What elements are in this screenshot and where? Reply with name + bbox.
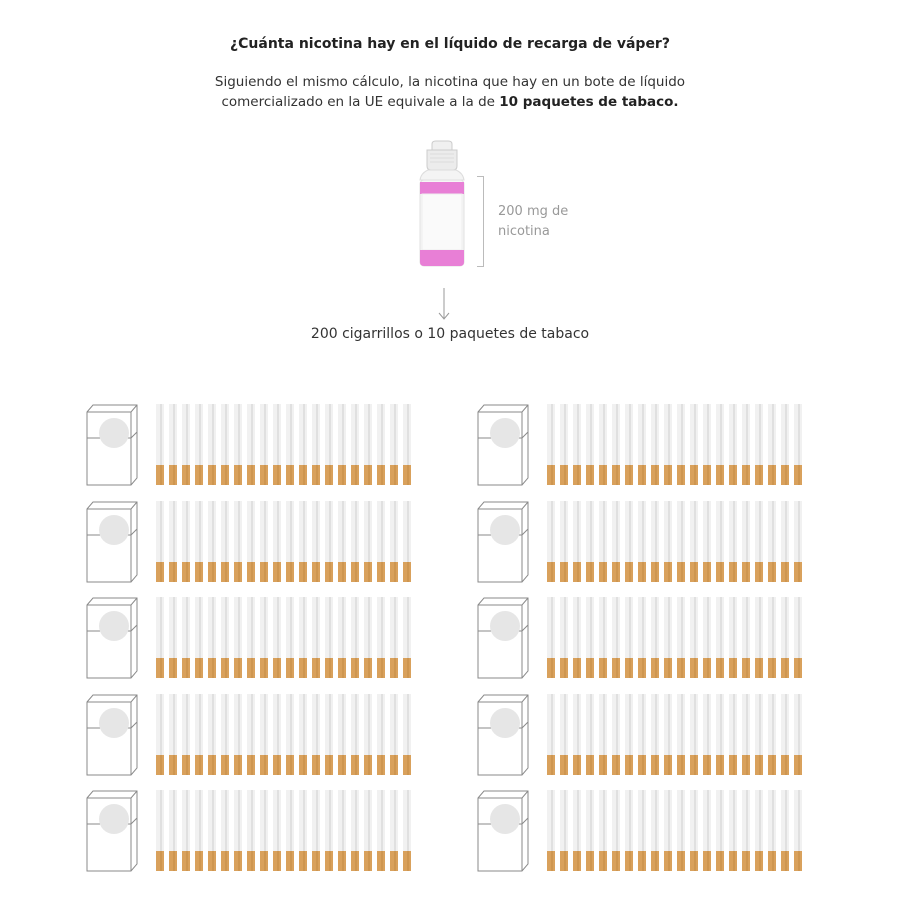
down-arrow-icon <box>436 287 452 321</box>
cigarettes-group <box>156 501 418 583</box>
cigarette-icon <box>273 501 281 582</box>
cigarette-pack-icon <box>477 501 531 583</box>
cigarette-icon <box>729 404 737 485</box>
cigarette-icon <box>286 404 294 485</box>
cigarette-icon <box>338 404 346 485</box>
cigarette-icon <box>586 694 594 775</box>
cigarette-icon <box>742 694 750 775</box>
cigarette-icon <box>390 404 398 485</box>
cigarette-icon <box>716 790 724 871</box>
cigarette-icon <box>625 404 633 485</box>
cigarette-icon <box>768 597 776 678</box>
cigarette-icon <box>664 790 672 871</box>
cigarette-icon <box>651 694 659 775</box>
cigarette-icon <box>755 404 763 485</box>
cigarette-icon <box>312 694 320 775</box>
cigarette-icon <box>651 404 659 485</box>
cigarette-icon <box>547 694 555 775</box>
cigarette-icon <box>312 404 320 485</box>
cigarette-icon <box>716 597 724 678</box>
cigarette-icon <box>664 694 672 775</box>
cigarette-icon <box>299 694 307 775</box>
cigarette-icon <box>612 790 620 871</box>
cigarette-icon <box>768 501 776 582</box>
cigarette-icon <box>260 597 268 678</box>
cigarette-icon <box>703 501 711 582</box>
cigarette-icon <box>573 404 581 485</box>
cigarette-icon <box>560 694 568 775</box>
cigarette-icon <box>703 790 711 871</box>
cigarette-icon <box>390 790 398 871</box>
cigarette-icon <box>221 501 229 582</box>
cigarette-icon <box>234 501 242 582</box>
cigarette-icon <box>768 694 776 775</box>
cigarette-icon <box>195 694 203 775</box>
cigarette-icon <box>351 694 359 775</box>
cigarette-icon <box>377 404 385 485</box>
cigarette-icon <box>547 501 555 582</box>
cigarette-icon <box>755 790 763 871</box>
cigarette-icon <box>221 694 229 775</box>
cigarette-icon <box>247 694 255 775</box>
cigarettes-group <box>547 694 809 776</box>
cigarette-icon <box>312 597 320 678</box>
cigarette-icon <box>794 501 802 582</box>
cigarette-icon <box>195 790 203 871</box>
cigarette-icon <box>260 694 268 775</box>
cigarette-icon <box>573 694 581 775</box>
cigarette-icon <box>273 790 281 871</box>
cigarette-pack-icon <box>86 694 140 776</box>
subtitle-highlight: 10 paquetes de tabaco. <box>499 94 679 110</box>
cigarette-icon <box>169 694 177 775</box>
cigarette-icon <box>573 501 581 582</box>
cigarette-icon <box>794 694 802 775</box>
cigarettes-group <box>547 597 809 679</box>
cigarette-icon <box>182 790 190 871</box>
cigarette-pack-icon <box>86 597 140 679</box>
cigarette-icon <box>560 501 568 582</box>
cigarette-icon <box>156 501 164 582</box>
cigarette-icon <box>547 790 555 871</box>
cigarette-icon <box>716 404 724 485</box>
cigarette-icon <box>325 790 333 871</box>
result-text: 200 cigarrillos o 10 paquetes de tabaco <box>310 326 590 342</box>
cigarette-icon <box>169 501 177 582</box>
cigarette-icon <box>586 597 594 678</box>
cigarette-icon <box>794 790 802 871</box>
cigarette-icon <box>612 597 620 678</box>
cigarette-icon <box>234 597 242 678</box>
cigarette-icon <box>403 501 411 582</box>
cigarette-icon <box>247 790 255 871</box>
cigarette-icon <box>351 501 359 582</box>
cigarette-icon <box>729 501 737 582</box>
cigarette-icon <box>377 790 385 871</box>
cigarette-icon <box>286 694 294 775</box>
cigarette-icon <box>364 790 372 871</box>
cigarette-icon <box>338 790 346 871</box>
cigarette-icon <box>677 694 685 775</box>
cigarette-icon <box>364 501 372 582</box>
cigarette-icon <box>260 501 268 582</box>
cigarette-icon <box>768 790 776 871</box>
cigarette-icon <box>286 597 294 678</box>
cigarette-icon <box>651 501 659 582</box>
cigarette-icon <box>599 404 607 485</box>
cigarette-icon <box>560 404 568 485</box>
cigarette-icon <box>169 790 177 871</box>
cigarette-icon <box>325 404 333 485</box>
cigarette-icon <box>625 694 633 775</box>
cigarette-icon <box>234 790 242 871</box>
cigarette-icon <box>208 694 216 775</box>
cigarette-icon <box>677 790 685 871</box>
cigarette-icon <box>573 597 581 678</box>
cigarette-pack-icon <box>86 501 140 583</box>
cigarette-icon <box>638 597 646 678</box>
cigarette-icon <box>742 404 750 485</box>
cigarette-icon <box>195 597 203 678</box>
cigarette-icon <box>599 694 607 775</box>
cigarettes-group <box>547 404 809 486</box>
cigarette-icon <box>403 597 411 678</box>
page-title: ¿Cuánta nicotina hay en el líquido de recarga de váper? <box>230 36 670 52</box>
cigarette-icon <box>625 790 633 871</box>
cigarette-icon <box>195 501 203 582</box>
cigarette-icon <box>586 404 594 485</box>
cigarette-icon <box>729 597 737 678</box>
cigarette-pack-icon <box>477 404 531 486</box>
cigarette-icon <box>677 501 685 582</box>
cigarette-icon <box>299 501 307 582</box>
cigarette-icon <box>586 790 594 871</box>
cigarette-icon <box>755 597 763 678</box>
cigarette-icon <box>338 597 346 678</box>
cigarette-icon <box>377 501 385 582</box>
cigarette-icon <box>182 694 190 775</box>
cigarette-icon <box>312 790 320 871</box>
subtitle-text: Siguiendo el mismo cálculo, la nicotina que hay en un bote de líquido comercializado en la UE equivale a la de <box>214 74 686 110</box>
cigarette-icon <box>664 501 672 582</box>
cigarette-icon <box>234 404 242 485</box>
cigarette-icon <box>638 404 646 485</box>
cigarette-icon <box>560 597 568 678</box>
cigarette-icon <box>169 597 177 678</box>
cigarette-icon <box>182 597 190 678</box>
cigarette-icon <box>781 694 789 775</box>
cigarette-icon <box>390 694 398 775</box>
cigarette-icon <box>638 790 646 871</box>
cigarette-pack-icon <box>86 404 140 486</box>
cigarette-icon <box>690 404 698 485</box>
cigarette-icon <box>690 501 698 582</box>
cigarette-icon <box>325 597 333 678</box>
cigarette-icon <box>156 404 164 485</box>
cigarette-icon <box>703 597 711 678</box>
cigarettes-group <box>156 404 418 486</box>
cigarette-icon <box>208 790 216 871</box>
cigarette-icon <box>651 790 659 871</box>
cigarette-icon <box>377 694 385 775</box>
cigarettes-group <box>156 694 418 776</box>
cigarette-icon <box>273 597 281 678</box>
cigarette-icon <box>677 404 685 485</box>
cigarette-icon <box>260 790 268 871</box>
cigarette-icon <box>299 597 307 678</box>
cigarette-icon <box>221 790 229 871</box>
cigarette-icon <box>156 597 164 678</box>
cigarette-icon <box>794 404 802 485</box>
cigarette-icon <box>364 694 372 775</box>
cigarette-icon <box>351 597 359 678</box>
cigarette-icon <box>299 404 307 485</box>
cigarette-icon <box>612 501 620 582</box>
cigarettes-group <box>156 790 418 872</box>
cigarette-icon <box>664 404 672 485</box>
cigarette-icon <box>729 790 737 871</box>
cigarette-icon <box>612 404 620 485</box>
cigarette-icon <box>221 597 229 678</box>
cigarette-icon <box>221 404 229 485</box>
cigarette-icon <box>338 501 346 582</box>
cigarette-icon <box>312 501 320 582</box>
cigarette-icon <box>547 597 555 678</box>
bracket <box>477 176 484 267</box>
cigarette-icon <box>390 597 398 678</box>
cigarette-icon <box>560 790 568 871</box>
cigarette-icon <box>351 790 359 871</box>
cigarette-icon <box>781 404 789 485</box>
cigarette-icon <box>403 694 411 775</box>
cigarette-icon <box>703 694 711 775</box>
cigarette-icon <box>273 694 281 775</box>
cigarette-icon <box>195 404 203 485</box>
cigarette-icon <box>364 404 372 485</box>
cigarette-icon <box>664 597 672 678</box>
cigarette-icon <box>208 597 216 678</box>
cigarette-icon <box>156 790 164 871</box>
cigarette-icon <box>338 694 346 775</box>
cigarette-icon <box>625 501 633 582</box>
cigarette-icon <box>599 790 607 871</box>
cigarette-icon <box>716 694 724 775</box>
cigarette-icon <box>390 501 398 582</box>
cigarette-icon <box>247 501 255 582</box>
cigarette-pack-icon <box>477 790 531 872</box>
cigarette-icon <box>247 404 255 485</box>
cigarette-pack-icon <box>477 597 531 679</box>
cigarette-icon <box>742 597 750 678</box>
cigarette-icon <box>599 597 607 678</box>
cigarette-icon <box>573 790 581 871</box>
cigarette-icon <box>234 694 242 775</box>
cigarette-icon <box>182 501 190 582</box>
cigarettes-group <box>547 790 809 872</box>
cigarettes-group <box>547 501 809 583</box>
cigarette-icon <box>703 404 711 485</box>
cigarettes-group <box>156 597 418 679</box>
cigarette-icon <box>690 694 698 775</box>
cigarette-icon <box>403 404 411 485</box>
cigarette-icon <box>781 501 789 582</box>
subtitle <box>200 72 700 112</box>
cigarette-icon <box>638 501 646 582</box>
cigarette-icon <box>325 501 333 582</box>
cigarette-icon <box>156 694 164 775</box>
cigarette-pack-icon <box>477 694 531 776</box>
nicotine-label: 200 mg de nicotina <box>498 204 569 239</box>
cigarette-icon <box>286 501 294 582</box>
cigarette-icon <box>716 501 724 582</box>
cigarette-icon <box>625 597 633 678</box>
cigarette-icon <box>768 404 776 485</box>
cigarette-icon <box>169 404 177 485</box>
cigarette-icon <box>651 597 659 678</box>
cigarette-icon <box>755 501 763 582</box>
cigarette-icon <box>781 790 789 871</box>
cigarette-icon <box>794 597 802 678</box>
cigarette-icon <box>325 694 333 775</box>
cigarette-icon <box>260 404 268 485</box>
cigarette-pack-icon <box>86 790 140 872</box>
cigarette-icon <box>599 501 607 582</box>
cigarette-icon <box>547 404 555 485</box>
cigarette-icon <box>638 694 646 775</box>
cigarette-icon <box>781 597 789 678</box>
cigarette-icon <box>208 404 216 485</box>
cigarette-icon <box>403 790 411 871</box>
cigarette-icon <box>182 404 190 485</box>
cigarette-icon <box>273 404 281 485</box>
cigarette-icon <box>586 501 594 582</box>
liquid-bottle-icon <box>410 140 474 270</box>
cigarette-icon <box>690 790 698 871</box>
cigarette-icon <box>729 694 737 775</box>
cigarette-icon <box>247 597 255 678</box>
cigarette-icon <box>286 790 294 871</box>
cigarette-icon <box>690 597 698 678</box>
cigarette-icon <box>612 694 620 775</box>
cigarette-icon <box>742 790 750 871</box>
cigarette-icon <box>742 501 750 582</box>
cigarette-icon <box>299 790 307 871</box>
cigarette-icon <box>364 597 372 678</box>
cigarette-icon <box>377 597 385 678</box>
cigarette-icon <box>677 597 685 678</box>
cigarette-icon <box>755 694 763 775</box>
cigarette-icon <box>208 501 216 582</box>
cigarette-icon <box>351 404 359 485</box>
